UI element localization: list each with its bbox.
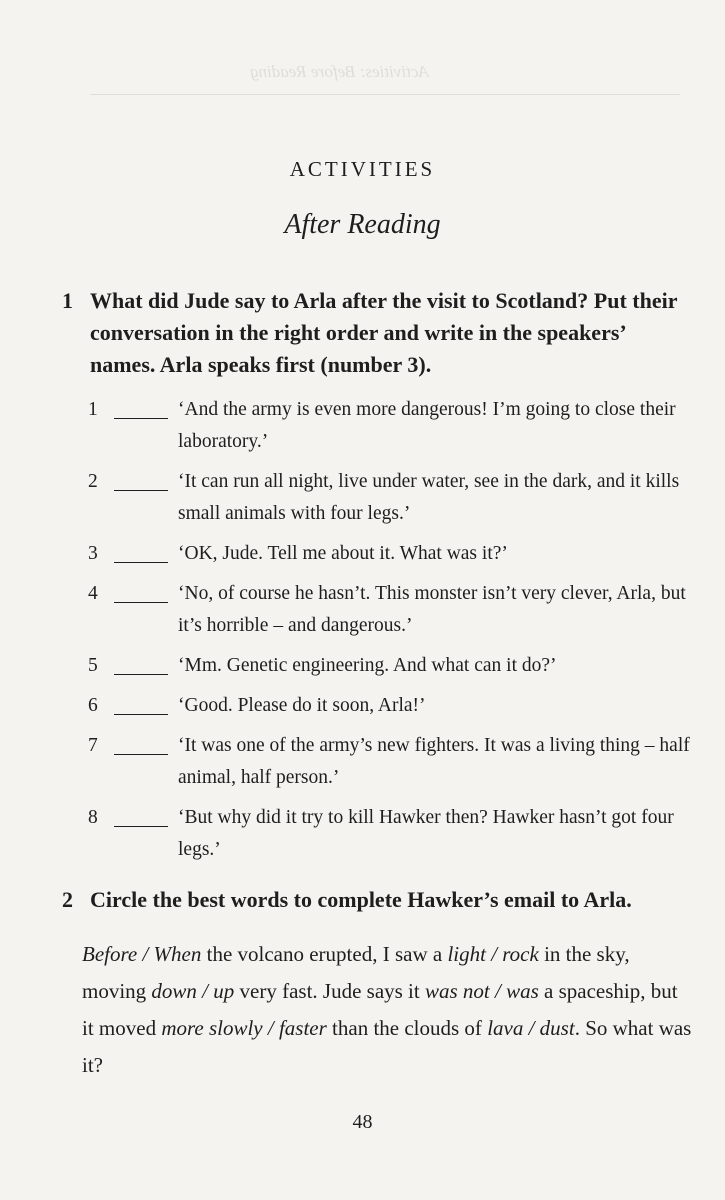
after-reading-subheading: After Reading [284,209,441,240]
choice-down-up[interactable]: down / up [151,979,235,1003]
list-item [88,650,698,682]
activities-heading: ACTIVITIES [289,157,436,181]
item-text: ‘OK, Jude. Tell me about it. What was it?’ [178,543,508,564]
question-1-prompt: What did Jude say to Arla after the visit to Scotland? Put their conversation in the right order and write in the speakers’ names. Arla speaks first (number 3). [90,288,678,377]
question-1 [62,285,692,381]
speaker-blank[interactable] [114,466,168,491]
speaker-blank[interactable] [114,650,168,675]
item-number: 1 [88,399,98,420]
item-text: ‘Good. Please do it soon, Arla!’ [178,695,426,716]
conversation-list [88,394,698,874]
email-text: . So what was it? [82,1016,692,1077]
email-text: the volcano erupted, I saw a [201,942,448,966]
question-1-number: 1 [62,288,73,313]
choice-was-not-was[interactable]: was not / was [424,979,539,1003]
email-text: in the sky, moving [82,942,630,1003]
speaker-blank[interactable] [114,538,168,563]
item-number: 7 [88,735,98,756]
page-number: 48 [352,1111,373,1133]
item-number: 4 [88,583,98,604]
email-text: a spaceship, but it moved [82,979,678,1040]
item-number: 8 [88,807,98,828]
item-text: ‘No, of course he hasn’t. This monster isn’t very clever, Arla, but it’s horrible – and dangerous.’ [178,583,686,636]
list-item [88,690,698,722]
item-text: ‘And the army is even more dangerous! I’m going to close their laboratory.’ [178,399,676,452]
choice-before-when[interactable]: Before / When [82,942,202,966]
speaker-blank[interactable] [114,578,168,603]
item-text: ‘It was one of the army’s new fighters. It was a living thing – half animal, half person.’ [178,735,690,788]
email-text: than the clouds of [326,1016,488,1040]
choice-light-rock[interactable]: light / rock [447,942,539,966]
speaker-blank[interactable] [114,730,168,755]
item-number: 6 [88,695,98,716]
item-number: 2 [88,471,98,492]
question-2 [62,884,692,916]
bleed-through-header: Activities: Before Reading [250,62,429,81]
choice-lava-dust[interactable]: lava / dust [487,1016,575,1040]
speaker-blank[interactable] [114,394,168,419]
list-item [88,578,698,642]
question-2-number: 2 [62,887,73,912]
list-item [88,394,698,458]
list-item [88,802,698,866]
item-number: 5 [88,655,98,676]
list-item [88,538,698,570]
bleed-through-rule [90,94,680,95]
item-text: ‘It can run all night, live under water, see in the dark, and it kills small animals with four legs.’ [178,471,680,524]
list-item [88,466,698,530]
item-text: ‘Mm. Genetic engineering. And what can it do?’ [178,655,557,676]
speaker-blank[interactable] [114,802,168,827]
question-2-prompt: Circle the best words to complete Hawker’s email to Arla. [90,887,632,912]
choice-slowly-faster[interactable]: more slowly / faster [161,1016,327,1040]
list-item [88,730,698,794]
item-text: ‘But why did it try to kill Hawker then? Hawker hasn’t got four legs.’ [178,807,674,860]
speaker-blank[interactable] [114,690,168,715]
email-paragraph [82,936,692,1084]
item-number: 3 [88,543,98,564]
email-text: very fast. Jude says it [234,979,425,1003]
